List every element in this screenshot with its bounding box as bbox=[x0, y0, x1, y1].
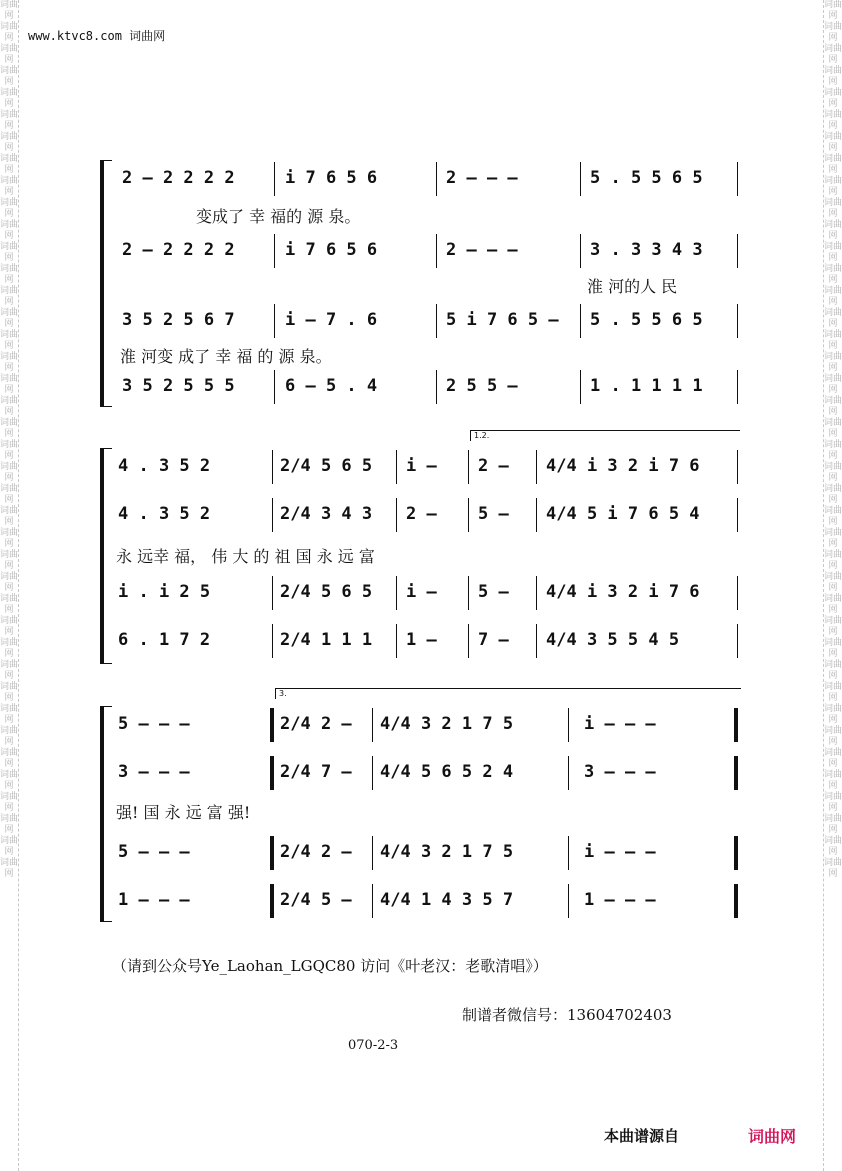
measure: 4/4 3 2 1 7 5 bbox=[380, 842, 514, 862]
footer-note: （请到公众号Ye_Laohan_LGQC80 访问《叶老汉：老歌清唱》） bbox=[112, 957, 548, 975]
measure: 3 5 2 5 5 5 bbox=[122, 376, 235, 396]
measure: i 7 6 5 6 bbox=[285, 168, 378, 188]
measure: 2/4 2 – bbox=[280, 714, 352, 734]
staff-row bbox=[100, 574, 740, 612]
measure: 5 – bbox=[478, 582, 509, 602]
measure: i 7 6 5 6 bbox=[285, 240, 378, 260]
measure: 2 – 2 2 2 2 bbox=[122, 240, 235, 260]
site-url: www.ktvc8.com 词曲网 bbox=[28, 29, 166, 43]
staff-row bbox=[100, 622, 740, 660]
measure: i – – – bbox=[584, 842, 656, 862]
staff-row bbox=[100, 706, 740, 744]
measure: i – 7 . 6 bbox=[285, 310, 378, 330]
staff-row bbox=[100, 302, 740, 340]
volta-bracket: 1.2. bbox=[470, 430, 740, 441]
lyric-line: 变成了 幸 福的 源 泉。 bbox=[196, 207, 361, 226]
staff-row bbox=[100, 448, 740, 486]
volta-bracket: 3. bbox=[275, 688, 741, 699]
source-label: 本曲谱源自 bbox=[604, 1127, 680, 1145]
staff-row bbox=[100, 882, 740, 920]
staff-row bbox=[100, 754, 740, 792]
measure: 1 – – – bbox=[584, 890, 656, 910]
page-number: 070-2-3 bbox=[348, 1038, 399, 1053]
measure: 3 – – – bbox=[118, 762, 190, 782]
lyric-line: 淮 河的人 民 bbox=[587, 277, 678, 296]
measure: 1 – – – bbox=[118, 890, 190, 910]
measure: 2 5 5 – bbox=[446, 376, 518, 396]
lyric-line: 强! 国 永 远 富 强! bbox=[116, 803, 251, 822]
measure: 5 . 5 5 6 5 bbox=[590, 310, 703, 330]
measure: 2 – – – bbox=[446, 240, 518, 260]
measure: 2/4 5 6 5 bbox=[280, 456, 373, 476]
measure: 4/4 1 4 3 5 7 bbox=[380, 890, 514, 910]
measure: 3 . 3 3 4 3 bbox=[590, 240, 703, 260]
measure: 2/4 2 – bbox=[280, 842, 352, 862]
measure: 5 i 7 6 5 – bbox=[446, 310, 559, 330]
measure: 4 . 3 5 2 bbox=[118, 504, 211, 524]
measure: 5 . 5 5 6 5 bbox=[590, 168, 703, 188]
measure: 2/4 3 4 3 bbox=[280, 504, 373, 524]
measure: 2 – – – bbox=[446, 168, 518, 188]
measure: 3 – – – bbox=[584, 762, 656, 782]
side-watermark-right: 词曲网 词曲网 词曲网 词曲网 词曲网 词曲网 词曲网 词曲网 词曲网 词曲网 词曲网 词曲网 词曲网 词曲网 词曲网 词曲网 词曲网 词曲网 词曲网 词曲网 词曲网 词曲网 词曲网 词曲网 词曲网 词曲网 词曲网 词曲网 词曲网 词曲网 词曲网 词曲网 词曲网 词曲网 词曲网 词曲网 词曲网 词曲网 词曲网 词曲网 bbox=[823, 0, 842, 1171]
measure: 6 . 1 7 2 bbox=[118, 630, 211, 650]
measure: 1 . 1 1 1 1 bbox=[590, 376, 703, 396]
staff-row bbox=[100, 160, 740, 198]
measure: 4/4 3 2 1 7 5 bbox=[380, 714, 514, 734]
measure: 2/4 5 – bbox=[280, 890, 352, 910]
staff-row bbox=[100, 496, 740, 534]
brand-logo-text[interactable]: 词曲网 bbox=[748, 1127, 797, 1146]
staff-row bbox=[100, 232, 740, 270]
measure: 7 – bbox=[478, 630, 509, 650]
measure: i – – – bbox=[584, 714, 656, 734]
measure: 3 5 2 5 6 7 bbox=[122, 310, 235, 330]
measure: 5 – bbox=[478, 504, 509, 524]
measure: 2/4 1 1 1 bbox=[280, 630, 373, 650]
measure: 4/4 i 3 2 i 7 6 bbox=[546, 456, 700, 476]
measure: 4 . 3 5 2 bbox=[118, 456, 211, 476]
measure: i – bbox=[406, 582, 437, 602]
lyric-line: 永 远幸 福， 伟 大 的 祖 国 永 远 富 bbox=[116, 547, 375, 566]
measure: 4/4 5 6 5 2 4 bbox=[380, 762, 514, 782]
measure: 2 – bbox=[478, 456, 509, 476]
measure: 4/4 i 3 2 i 7 6 bbox=[546, 582, 700, 602]
measure: 4/4 5 i 7 6 5 4 bbox=[546, 504, 700, 524]
measure: i – bbox=[406, 456, 437, 476]
staff-row bbox=[100, 834, 740, 872]
measure: 1 – bbox=[406, 630, 437, 650]
measure: 2 – bbox=[406, 504, 437, 524]
measure: 4/4 3 5 5 4 5 bbox=[546, 630, 680, 650]
measure: 5 – – – bbox=[118, 714, 190, 734]
measure: 6 – 5 . 4 bbox=[285, 376, 378, 396]
measure: i . i 2 5 bbox=[118, 582, 211, 602]
staff-row bbox=[100, 368, 740, 406]
side-watermark-left: 词曲网 词曲网 词曲网 词曲网 词曲网 词曲网 词曲网 词曲网 词曲网 词曲网 词曲网 词曲网 词曲网 词曲网 词曲网 词曲网 词曲网 词曲网 词曲网 词曲网 词曲网 词曲网 词曲网 词曲网 词曲网 词曲网 词曲网 词曲网 词曲网 词曲网 词曲网 词曲网 词曲网 词曲网 词曲网 词曲网 词曲网 词曲网 词曲网 词曲网 bbox=[0, 0, 19, 1171]
lyric-line: 淮 河变 成了 幸 福 的 源 泉。 bbox=[120, 347, 332, 366]
maker-contact: 制谱者微信号：13604702403 bbox=[462, 1006, 672, 1024]
measure: 2 – 2 2 2 2 bbox=[122, 168, 235, 188]
measure: 2/4 5 6 5 bbox=[280, 582, 373, 602]
measure: 2/4 7 – bbox=[280, 762, 352, 782]
measure: 5 – – – bbox=[118, 842, 190, 862]
